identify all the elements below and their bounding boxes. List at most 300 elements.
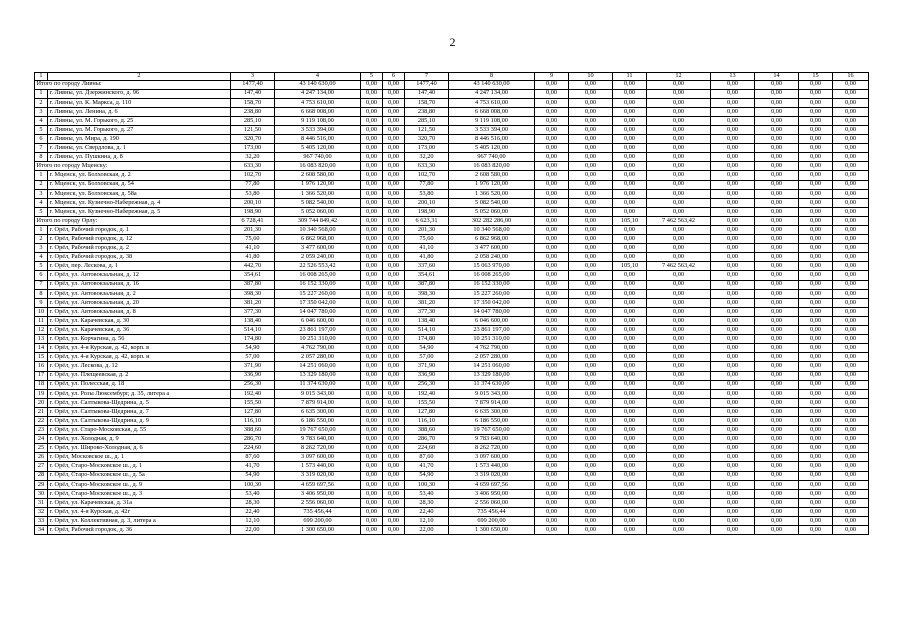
value-cell: 0,00 bbox=[799, 362, 833, 371]
table-row bbox=[35, 298, 869, 307]
value-cell: 0,00 bbox=[383, 198, 405, 207]
value-cell: 41,10 bbox=[405, 244, 449, 253]
value-cell: 0,00 bbox=[569, 480, 613, 489]
value-cell: 0,00 bbox=[755, 344, 799, 353]
value-cell: 0,00 bbox=[569, 244, 613, 253]
value-cell: 4 247 134,00 bbox=[449, 89, 535, 98]
value-cell: 0,00 bbox=[799, 262, 833, 271]
value-cell: 0,00 bbox=[799, 253, 833, 262]
value-cell: 0,00 bbox=[755, 162, 799, 171]
value-cell: 0,00 bbox=[613, 335, 647, 344]
address-cell: г. Орёл, ул. Салтыкова-Щедрина, д. 7 bbox=[48, 407, 231, 416]
value-cell: 0,00 bbox=[647, 89, 711, 98]
value-cell: 6 623,31 bbox=[405, 216, 449, 225]
value-cell: 0,00 bbox=[569, 207, 613, 216]
address-cell: г. Ливны, ул. Ленина, д. 6 bbox=[48, 107, 231, 116]
value-cell: 0,00 bbox=[647, 380, 711, 389]
row-number-cell: 4 bbox=[35, 198, 48, 207]
value-cell: 1 976 120,00 bbox=[449, 180, 535, 189]
value-cell: 0,00 bbox=[711, 480, 755, 489]
value-cell: 0,00 bbox=[613, 271, 647, 280]
value-cell: 0,00 bbox=[383, 480, 405, 489]
value-cell: 12,10 bbox=[231, 517, 275, 526]
value-cell: 0,00 bbox=[755, 226, 799, 235]
value-cell: 1 300 650,00 bbox=[449, 526, 535, 535]
value-cell: 0,00 bbox=[361, 153, 383, 162]
value-cell: 32,20 bbox=[231, 153, 275, 162]
table-row bbox=[35, 307, 869, 316]
value-cell: 0,00 bbox=[361, 198, 383, 207]
table-row bbox=[35, 362, 869, 371]
value-cell: 0,00 bbox=[361, 280, 383, 289]
value-cell: 0,00 bbox=[833, 144, 869, 153]
value-cell: 0,00 bbox=[755, 471, 799, 480]
value-cell: 53,40 bbox=[405, 489, 449, 498]
value-cell: 285,10 bbox=[405, 116, 449, 125]
value-cell: 0,00 bbox=[755, 80, 799, 89]
value-cell: 19 767 650,00 bbox=[275, 426, 361, 435]
value-cell: 381,20 bbox=[405, 298, 449, 307]
value-cell: 0,00 bbox=[613, 116, 647, 125]
value-cell: 0,00 bbox=[799, 526, 833, 535]
value-cell: 0,00 bbox=[613, 144, 647, 153]
value-cell: 201,30 bbox=[231, 226, 275, 235]
value-cell: 0,00 bbox=[613, 135, 647, 144]
value-cell: 0,00 bbox=[361, 116, 383, 125]
value-cell: 0,00 bbox=[833, 307, 869, 316]
value-cell: 0,00 bbox=[613, 416, 647, 425]
table-row bbox=[35, 171, 869, 180]
value-cell: 7 879 914,00 bbox=[449, 398, 535, 407]
value-cell: 0,00 bbox=[569, 298, 613, 307]
value-cell: 3 533 394,00 bbox=[449, 125, 535, 134]
value-cell: 0,00 bbox=[613, 435, 647, 444]
value-cell: 2 556 060,00 bbox=[275, 498, 361, 507]
value-cell: 0,00 bbox=[711, 180, 755, 189]
value-cell: 0,00 bbox=[755, 362, 799, 371]
value-cell: 5 052 060,00 bbox=[275, 207, 361, 216]
address-cell: г. Орёл, ул. Коллективная, д. 3, литера а bbox=[48, 517, 231, 526]
value-cell: 41,80 bbox=[405, 253, 449, 262]
table-body bbox=[35, 73, 869, 535]
value-cell: 0,00 bbox=[755, 216, 799, 225]
value-cell: 336,90 bbox=[231, 371, 275, 380]
value-cell: 5 405 120,00 bbox=[275, 144, 361, 153]
value-cell: 0,00 bbox=[711, 244, 755, 253]
value-cell: 0,00 bbox=[383, 226, 405, 235]
value-cell: 0,00 bbox=[647, 135, 711, 144]
value-cell: 6 635 300,00 bbox=[449, 407, 535, 416]
page-number: 2 bbox=[449, 35, 456, 49]
value-cell: 0,00 bbox=[755, 453, 799, 462]
value-cell: 0,00 bbox=[711, 398, 755, 407]
value-cell: 0,00 bbox=[535, 398, 569, 407]
value-cell: 0,00 bbox=[711, 435, 755, 444]
value-cell: 0,00 bbox=[711, 471, 755, 480]
subtotal-row bbox=[35, 80, 869, 89]
table-row bbox=[35, 498, 869, 507]
value-cell: 0,00 bbox=[755, 171, 799, 180]
value-cell: 43 140 630,00 bbox=[449, 80, 535, 89]
value-cell: 514,10 bbox=[231, 326, 275, 335]
value-cell: 0,00 bbox=[755, 298, 799, 307]
address-cell: г. Орёл, ул. Салтыкова-Щедрина, д. 5 bbox=[48, 398, 231, 407]
value-cell: 22,40 bbox=[231, 507, 275, 516]
value-cell: 0,00 bbox=[755, 444, 799, 453]
row-number-cell: 2 bbox=[35, 98, 48, 107]
value-cell: 320,70 bbox=[231, 135, 275, 144]
value-cell: 0,00 bbox=[383, 253, 405, 262]
value-cell: 0,00 bbox=[535, 471, 569, 480]
value-cell: 0,00 bbox=[569, 189, 613, 198]
row-number-cell: 28 bbox=[35, 471, 48, 480]
row-number-cell: 24 bbox=[35, 435, 48, 444]
value-cell: 0,00 bbox=[383, 235, 405, 244]
row-number-cell: 7 bbox=[35, 280, 48, 289]
value-cell: 28,30 bbox=[231, 498, 275, 507]
value-cell: 0,00 bbox=[361, 335, 383, 344]
value-cell: 0,00 bbox=[569, 416, 613, 425]
value-cell: 0,00 bbox=[799, 144, 833, 153]
value-cell: 0,00 bbox=[569, 253, 613, 262]
table-row bbox=[35, 489, 869, 498]
value-cell: 0,00 bbox=[755, 507, 799, 516]
value-cell: 0,00 bbox=[535, 444, 569, 453]
value-cell: 0,00 bbox=[613, 289, 647, 298]
value-cell: 0,00 bbox=[569, 498, 613, 507]
value-cell: 0,00 bbox=[833, 298, 869, 307]
value-cell: 0,00 bbox=[833, 507, 869, 516]
value-cell: 1 366 520,00 bbox=[449, 189, 535, 198]
table-row bbox=[35, 416, 869, 425]
value-cell: 2 058 240,00 bbox=[449, 253, 535, 262]
value-cell: 0,00 bbox=[613, 226, 647, 235]
address-cell: г. Мценск, ул. Болховская, д. 2 bbox=[48, 171, 231, 180]
value-cell: 3 406 950,00 bbox=[275, 489, 361, 498]
value-cell: 2 608 580,00 bbox=[275, 171, 361, 180]
value-cell: 0,00 bbox=[799, 226, 833, 235]
value-cell: 0,00 bbox=[833, 207, 869, 216]
value-cell: 6 862 968,00 bbox=[449, 235, 535, 244]
column-number-cell: 11 bbox=[613, 73, 647, 81]
value-cell: 0,00 bbox=[569, 526, 613, 535]
value-cell: 0,00 bbox=[711, 98, 755, 107]
value-cell: 0,00 bbox=[647, 98, 711, 107]
value-cell: 0,00 bbox=[833, 271, 869, 280]
row-number-cell: 29 bbox=[35, 480, 48, 489]
value-cell: 0,00 bbox=[647, 289, 711, 298]
value-cell: 0,00 bbox=[569, 507, 613, 516]
value-cell: 0,00 bbox=[613, 189, 647, 198]
table-row bbox=[35, 316, 869, 325]
value-cell: 0,00 bbox=[833, 198, 869, 207]
value-cell: 0,00 bbox=[535, 171, 569, 180]
value-cell: 0,00 bbox=[535, 344, 569, 353]
value-cell: 224,60 bbox=[405, 444, 449, 453]
value-cell: 388,60 bbox=[405, 426, 449, 435]
value-cell: 0,00 bbox=[383, 507, 405, 516]
value-cell: 0,00 bbox=[613, 426, 647, 435]
value-cell: 0,00 bbox=[833, 89, 869, 98]
value-cell: 0,00 bbox=[569, 125, 613, 134]
value-cell: 0,00 bbox=[799, 507, 833, 516]
address-cell: г. Мценск, ул. Болховская, д. 58а bbox=[48, 189, 231, 198]
value-cell: 0,00 bbox=[361, 507, 383, 516]
value-cell: 0,00 bbox=[833, 253, 869, 262]
row-number-cell: 2 bbox=[35, 180, 48, 189]
value-cell: 0,00 bbox=[755, 271, 799, 280]
value-cell: 0,00 bbox=[569, 289, 613, 298]
value-cell: 0,00 bbox=[361, 80, 383, 89]
value-cell: 6 186 550,00 bbox=[449, 416, 535, 425]
value-cell: 53,40 bbox=[231, 489, 275, 498]
value-cell: 147,40 bbox=[231, 89, 275, 98]
value-cell: 0,00 bbox=[383, 298, 405, 307]
value-cell: 0,00 bbox=[799, 471, 833, 480]
value-cell: 387,80 bbox=[405, 280, 449, 289]
value-cell: 320,70 bbox=[405, 135, 449, 144]
value-cell: 0,00 bbox=[755, 462, 799, 471]
value-cell: 0,00 bbox=[613, 180, 647, 189]
value-cell: 735 456,44 bbox=[449, 507, 535, 516]
value-cell: 0,00 bbox=[711, 326, 755, 335]
address-cell: г. Орёл, Рабочий городок, д. 36 bbox=[48, 526, 231, 535]
value-cell: 0,00 bbox=[361, 480, 383, 489]
value-cell: 0,00 bbox=[711, 489, 755, 498]
value-cell: 0,00 bbox=[361, 162, 383, 171]
value-cell: 238,80 bbox=[405, 107, 449, 116]
value-cell: 0,00 bbox=[833, 326, 869, 335]
row-number-cell: 6 bbox=[35, 271, 48, 280]
value-cell: 0,00 bbox=[535, 407, 569, 416]
value-cell: 0,00 bbox=[647, 198, 711, 207]
row-number-cell: 11 bbox=[35, 316, 48, 325]
value-cell: 0,00 bbox=[613, 480, 647, 489]
value-cell: 0,00 bbox=[535, 316, 569, 325]
value-cell: 0,00 bbox=[383, 316, 405, 325]
value-cell: 0,00 bbox=[613, 244, 647, 253]
value-cell: 0,00 bbox=[711, 444, 755, 453]
column-number-cell: 10 bbox=[569, 73, 613, 81]
value-cell: 0,00 bbox=[755, 153, 799, 162]
value-cell: 0,00 bbox=[833, 498, 869, 507]
value-cell: 0,00 bbox=[383, 98, 405, 107]
value-cell: 0,00 bbox=[535, 253, 569, 262]
value-cell: 121,50 bbox=[405, 125, 449, 134]
value-cell: 0,00 bbox=[383, 135, 405, 144]
value-cell: 0,00 bbox=[535, 98, 569, 107]
table-row bbox=[35, 480, 869, 489]
address-cell: г. Орёл, Старо-Московское ш., д. 9 bbox=[48, 480, 231, 489]
row-number-cell: 19 bbox=[35, 389, 48, 398]
value-cell: 0,00 bbox=[833, 316, 869, 325]
row-number-cell: 5 bbox=[35, 207, 48, 216]
value-cell: 200,10 bbox=[231, 198, 275, 207]
value-cell: 0,00 bbox=[569, 144, 613, 153]
value-cell: 0,00 bbox=[755, 489, 799, 498]
value-cell: 15 063 970,00 bbox=[449, 262, 535, 271]
value-cell: 0,00 bbox=[647, 444, 711, 453]
value-cell: 0,00 bbox=[647, 207, 711, 216]
value-cell: 0,00 bbox=[711, 289, 755, 298]
row-number-cell: 30 bbox=[35, 489, 48, 498]
value-cell: 0,00 bbox=[755, 198, 799, 207]
value-cell: 0,00 bbox=[833, 416, 869, 425]
value-cell: 0,00 bbox=[711, 362, 755, 371]
value-cell: 699 200,00 bbox=[275, 517, 361, 526]
value-cell: 87,60 bbox=[405, 453, 449, 462]
table-row bbox=[35, 189, 869, 198]
row-number-cell: 10 bbox=[35, 307, 48, 316]
value-cell: 0,00 bbox=[383, 189, 405, 198]
value-cell: 0,00 bbox=[569, 116, 613, 125]
value-cell: 0,00 bbox=[383, 271, 405, 280]
value-cell: 0,00 bbox=[361, 389, 383, 398]
value-cell: 9 783 640,00 bbox=[275, 435, 361, 444]
value-cell: 0,00 bbox=[833, 517, 869, 526]
value-cell: 0,00 bbox=[535, 362, 569, 371]
row-number-cell: 21 bbox=[35, 407, 48, 416]
value-cell: 0,00 bbox=[647, 462, 711, 471]
value-cell: 6 728,41 bbox=[231, 216, 275, 225]
value-cell: 11 374 630,00 bbox=[449, 380, 535, 389]
value-cell: 0,00 bbox=[613, 235, 647, 244]
column-number-cell: 4 bbox=[275, 73, 361, 81]
row-number-cell: 1 bbox=[35, 226, 48, 235]
value-cell: 0,00 bbox=[361, 462, 383, 471]
value-cell: 0,00 bbox=[755, 307, 799, 316]
column-number-cell: 2 bbox=[48, 73, 231, 81]
value-cell: 0,00 bbox=[833, 371, 869, 380]
value-cell: 0,00 bbox=[755, 526, 799, 535]
value-cell: 158,70 bbox=[405, 98, 449, 107]
value-cell: 0,00 bbox=[711, 426, 755, 435]
value-cell: 0,00 bbox=[833, 389, 869, 398]
address-cell: г. Орёл, ул. Полесская, д. 18 bbox=[48, 380, 231, 389]
value-cell: 0,00 bbox=[613, 98, 647, 107]
value-cell: 0,00 bbox=[833, 344, 869, 353]
address-cell: г. Орёл, ул. Автовокзальная, д. 12 bbox=[48, 271, 231, 280]
value-cell: 0,00 bbox=[755, 326, 799, 335]
value-cell: 10 340 568,00 bbox=[275, 226, 361, 235]
table-row bbox=[35, 135, 869, 144]
value-cell: 0,00 bbox=[535, 380, 569, 389]
value-cell: 3 319 020,00 bbox=[449, 471, 535, 480]
value-cell: 0,00 bbox=[569, 162, 613, 171]
value-cell: 0,00 bbox=[535, 125, 569, 134]
value-cell: 735 456,44 bbox=[275, 507, 361, 516]
value-cell: 0,00 bbox=[799, 280, 833, 289]
value-cell: 0,00 bbox=[613, 80, 647, 89]
value-cell: 0,00 bbox=[711, 271, 755, 280]
column-number-cell: 16 bbox=[833, 73, 869, 81]
value-cell: 6 862 968,00 bbox=[275, 235, 361, 244]
value-cell: 0,00 bbox=[833, 353, 869, 362]
value-cell: 121,50 bbox=[231, 125, 275, 134]
value-cell: 0,00 bbox=[647, 353, 711, 362]
value-cell: 0,00 bbox=[799, 498, 833, 507]
address-cell: г. Орёл, Рабочий городок, д. 2 bbox=[48, 244, 231, 253]
table-row bbox=[35, 453, 869, 462]
value-cell: 0,00 bbox=[383, 389, 405, 398]
value-cell: 8 446 516,00 bbox=[449, 135, 535, 144]
row-number-cell: 34 bbox=[35, 526, 48, 535]
table-row bbox=[35, 507, 869, 516]
value-cell: 0,00 bbox=[535, 116, 569, 125]
value-cell: 0,00 bbox=[361, 89, 383, 98]
value-cell: 3 406 950,00 bbox=[449, 489, 535, 498]
value-cell: 0,00 bbox=[799, 89, 833, 98]
value-cell: 0,00 bbox=[647, 125, 711, 134]
value-cell: 0,00 bbox=[383, 407, 405, 416]
value-cell: 0,00 bbox=[647, 389, 711, 398]
address-cell: г. Орёл, ул. Лескова, д. 12 bbox=[48, 362, 231, 371]
value-cell: 0,00 bbox=[535, 189, 569, 198]
value-cell: 0,00 bbox=[383, 426, 405, 435]
value-cell: 0,00 bbox=[711, 498, 755, 507]
table-row bbox=[35, 262, 869, 271]
value-cell: 0,00 bbox=[383, 116, 405, 125]
value-cell: 0,00 bbox=[535, 489, 569, 498]
subtotal-label: Итого по городу Мценску: bbox=[35, 162, 231, 171]
row-number-cell: 17 bbox=[35, 371, 48, 380]
value-cell: 53,80 bbox=[231, 189, 275, 198]
value-cell: 155,50 bbox=[405, 398, 449, 407]
address-cell: г. Мценск, ул. Болховская, д. 54 bbox=[48, 180, 231, 189]
table-row bbox=[35, 144, 869, 153]
value-cell: 0,00 bbox=[755, 107, 799, 116]
value-cell: 0,00 bbox=[755, 116, 799, 125]
value-cell: 2 608 580,00 bbox=[449, 171, 535, 180]
value-cell: 0,00 bbox=[361, 344, 383, 353]
value-cell: 0,00 bbox=[569, 180, 613, 189]
value-cell: 0,00 bbox=[799, 380, 833, 389]
value-cell: 0,00 bbox=[361, 371, 383, 380]
value-cell: 0,00 bbox=[799, 444, 833, 453]
column-number-cell: 3 bbox=[231, 73, 275, 81]
address-cell: г. Орёл, ул. Карачевская, д. 31а bbox=[48, 498, 231, 507]
table-row bbox=[35, 462, 869, 471]
column-number-cell: 15 bbox=[799, 73, 833, 81]
value-cell: 3 097 600,00 bbox=[449, 453, 535, 462]
table-row bbox=[35, 407, 869, 416]
value-cell: 0,00 bbox=[799, 80, 833, 89]
value-cell: 0,00 bbox=[647, 416, 711, 425]
value-cell: 256,30 bbox=[231, 380, 275, 389]
value-cell: 6 668 008,00 bbox=[449, 107, 535, 116]
value-cell: 1 366 520,00 bbox=[275, 189, 361, 198]
value-cell: 198,90 bbox=[231, 207, 275, 216]
value-cell: 0,00 bbox=[833, 244, 869, 253]
address-cell: г. Орёл, ул. 4-я Курская, д. 42г bbox=[48, 507, 231, 516]
value-cell: 0,00 bbox=[647, 180, 711, 189]
value-cell: 0,00 bbox=[755, 189, 799, 198]
value-cell: 0,00 bbox=[613, 162, 647, 171]
value-cell: 17 350 042,00 bbox=[449, 298, 535, 307]
row-number-cell: 23 bbox=[35, 426, 48, 435]
value-cell: 0,00 bbox=[569, 80, 613, 89]
value-cell: 0,00 bbox=[613, 207, 647, 216]
value-cell: 0,00 bbox=[711, 216, 755, 225]
value-cell: 0,00 bbox=[613, 316, 647, 325]
value-cell: 0,00 bbox=[361, 326, 383, 335]
value-cell: 0,00 bbox=[383, 526, 405, 535]
value-cell: 0,00 bbox=[647, 362, 711, 371]
value-cell: 158,70 bbox=[231, 98, 275, 107]
value-cell: 0,00 bbox=[799, 407, 833, 416]
value-cell: 77,80 bbox=[405, 180, 449, 189]
value-cell: 0,00 bbox=[569, 462, 613, 471]
